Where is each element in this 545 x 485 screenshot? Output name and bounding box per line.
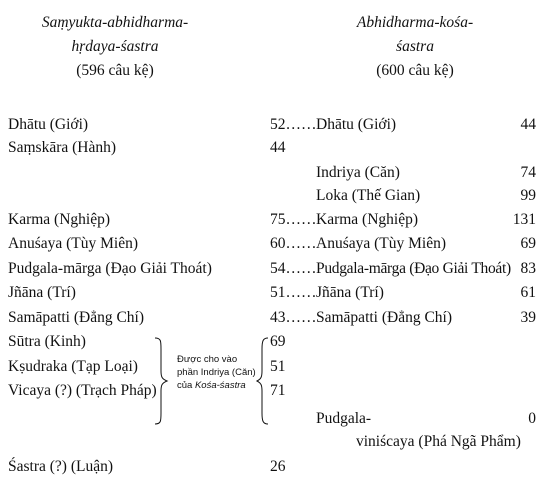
left-num-sutra: 69: [270, 333, 286, 350]
right-item-pudgala: Pudgala-mārga (Đạo Giải Thoát): [316, 260, 511, 277]
left-item-ksudraka: Kṣudraka (Tạp Loại): [8, 358, 138, 375]
note-line1: Được cho vào: [177, 354, 238, 365]
right-item-viniscaya-line1: Pudgala-: [316, 410, 372, 427]
left-item-vicaya: Vicaya (?) (Trạch Pháp): [8, 382, 157, 399]
right-header-line1: Abhidharma-kośa-: [356, 14, 474, 31]
note-line3-prefix: của: [177, 380, 195, 391]
right-curly-brace-icon: [256, 337, 270, 425]
right-num-dhatu: 44: [520, 116, 536, 133]
left-item-jnana: Jñāna (Trí): [8, 284, 76, 301]
left-num-dhatu: 52……: [270, 116, 317, 133]
left-item-sutra: Sūtra (Kinh): [8, 333, 86, 350]
note-line3-italic: Kośa-śastra: [194, 380, 246, 391]
right-header-line3: (600 câu kệ): [376, 62, 454, 79]
right-item-loka: Loka (Thế Gian): [316, 187, 421, 204]
left-num-samapatti: 43……: [270, 309, 317, 326]
right-num-viniscaya: 0: [528, 410, 536, 427]
right-num-loka: 99: [520, 187, 536, 204]
left-num-jnana: 51……: [270, 284, 317, 301]
right-num-pudgala: 83: [520, 260, 536, 277]
note-line2: phần Indriya (Căn): [177, 367, 256, 378]
right-item-viniscaya-line2: viniścaya (Phá Ngã Phẩm): [356, 433, 521, 450]
right-item-karma: Karma (Nghiệp): [316, 211, 418, 228]
left-item-pudgala: Pudgala-mārga (Đạo Giải Thoát): [8, 260, 212, 277]
right-item-anusaya: Anuśaya (Tùy Miên): [316, 235, 446, 252]
left-curly-brace-icon: [153, 337, 173, 425]
left-item-samapatti: Samāpatti (Đẳng Chí): [8, 309, 145, 326]
left-num-samskara: 44: [270, 139, 286, 156]
right-num-jnana: 61: [520, 284, 536, 301]
right-item-dhatu: Dhātu (Giới): [316, 116, 397, 133]
left-item-dhatu: Dhātu (Giới): [8, 116, 89, 133]
right-item-indriya: Indriya (Căn): [316, 164, 400, 181]
left-item-samskara: Saṃskāra (Hành): [8, 139, 117, 156]
note-line3: [177, 380, 246, 392]
right-num-anusaya: 69: [520, 235, 536, 252]
left-header-line3: (596 câu kệ): [76, 62, 154, 79]
left-num-anusaya: 60……: [270, 235, 317, 252]
left-num-sastra: 26: [270, 458, 286, 475]
left-num-karma: 75……: [270, 211, 317, 228]
left-item-sastra: Śastra (?) (Luận): [8, 458, 114, 475]
left-num-ksudraka: 51: [270, 358, 286, 375]
left-item-anusaya: Anuśaya (Tùy Miên): [8, 235, 138, 252]
right-num-indriya: 74: [520, 164, 536, 181]
left-item-karma: Karma (Nghiệp): [8, 211, 110, 228]
right-num-samapatti: 39: [520, 309, 536, 326]
right-header-line2: śastra: [396, 38, 434, 55]
right-item-samapatti: Samāpatti (Đẳng Chí): [316, 309, 453, 326]
left-header-line1: Saṃyukta-abhidharma-: [41, 14, 189, 31]
left-header-line2: hṛdaya-śastra: [71, 38, 159, 55]
left-num-pudgala: 54……: [270, 260, 317, 277]
right-item-jnana: Jñāna (Trí): [316, 284, 384, 301]
left-num-vicaya: 71: [270, 382, 286, 399]
right-num-karma: 131: [512, 211, 536, 228]
